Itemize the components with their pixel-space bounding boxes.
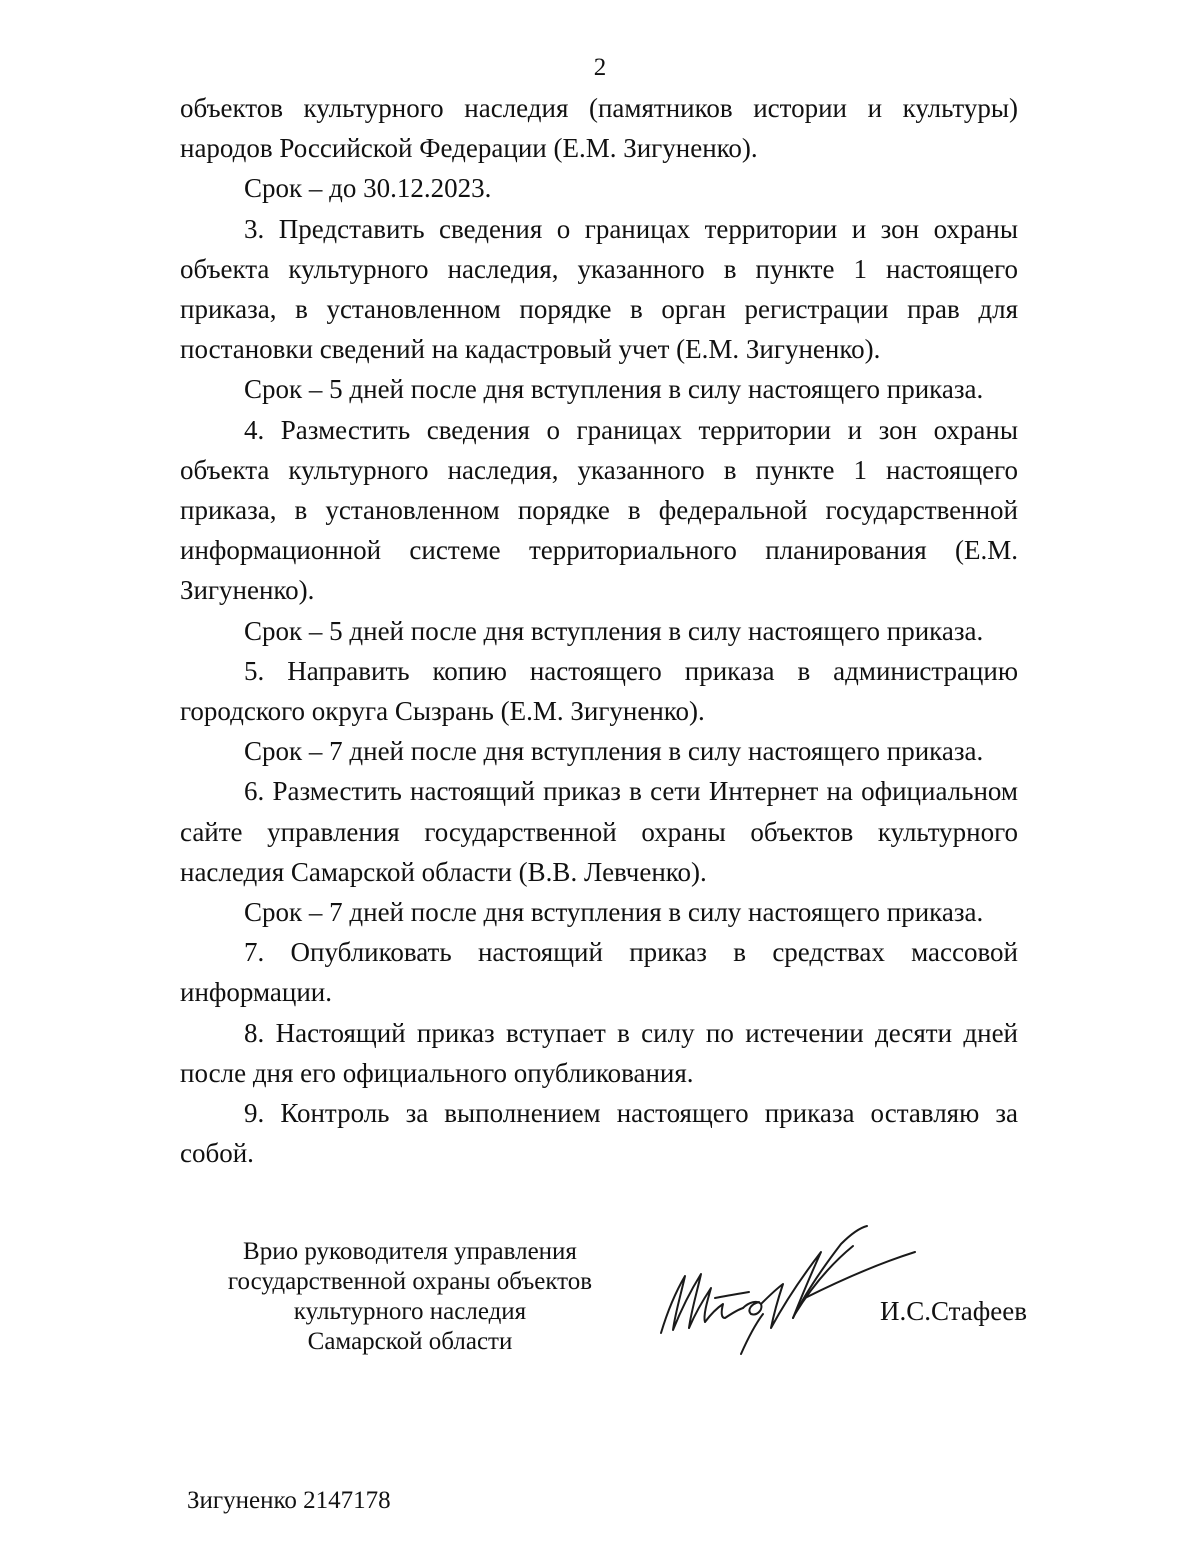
paragraph-continuation: объектов культурного наследия (памятников истории и культуры) народов Российской Федерации (Е.М. Зигуненко).	[180, 93, 1018, 164]
handwritten-signature	[645, 1218, 920, 1358]
clause-4: 4. Разместить сведения о границах территории и зон охраны объекта культурного наследия, указанного в пункте 1 настоящего приказа, в установленном порядке в федеральной государственной информационной системе территориального планирования (Е.М. Зигуненко).	[180, 414, 1018, 606]
clause-8: 8. Настоящий приказ вступает в силу по истечении десяти дней после дня его официального опубликования.	[180, 1017, 1018, 1088]
position-line: Врио руководителя управления	[243, 1238, 577, 1265]
deadline-paragraph: Срок – 7 дней после дня вступления в силу настоящего приказа.	[244, 897, 984, 928]
position-line: государственной охраны объектов	[227, 1268, 593, 1295]
clause-6: 6. Разместить настоящий приказ в сети Интернет на официальном сайте управления государственной охраны объектов культурного наследия Самарской области (В.В. Левченко).	[180, 776, 1018, 887]
clause-3: 3. Представить сведения о границах территории и зон охраны объекта культурного наследия, указанного в пункте 1 настоящего приказа, в установленном порядке в орган регистрации прав для постановки сведений на кадастровый учет (Е.М. Зигуненко).	[180, 213, 1018, 365]
position-line: Самарской области	[307, 1328, 513, 1355]
page-number: 2	[593, 54, 607, 81]
deadline-paragraph: Срок – 5 дней после дня вступления в силу настоящего приказа.	[244, 374, 984, 405]
document-body	[180, 88, 1018, 1173]
signatory-position	[200, 1237, 620, 1357]
clause-7: 7. Опубликовать настоящий приказ в средствах массовой информации.	[180, 937, 1018, 1008]
deadline-paragraph: Срок – 7 дней после дня вступления в силу настоящего приказа.	[244, 736, 984, 767]
deadline-paragraph: Срок – 5 дней после дня вступления в силу настоящего приказа.	[244, 615, 984, 646]
clause-9: 9. Контроль за выполнением настоящего приказа оставляю за собой.	[180, 1098, 1018, 1169]
clause-5: 5. Направить копию настоящего приказа в администрацию городского округа Сызрань (Е.М. Зигуненко).	[180, 655, 1018, 727]
signer-name: И.С.Стафеев	[880, 1296, 1027, 1326]
deadline-paragraph: Срок – до 30.12.2023.	[244, 173, 492, 204]
position-line: культурного наследия	[293, 1298, 527, 1325]
executor-contact: Зигуненко 2147178	[187, 1487, 391, 1514]
